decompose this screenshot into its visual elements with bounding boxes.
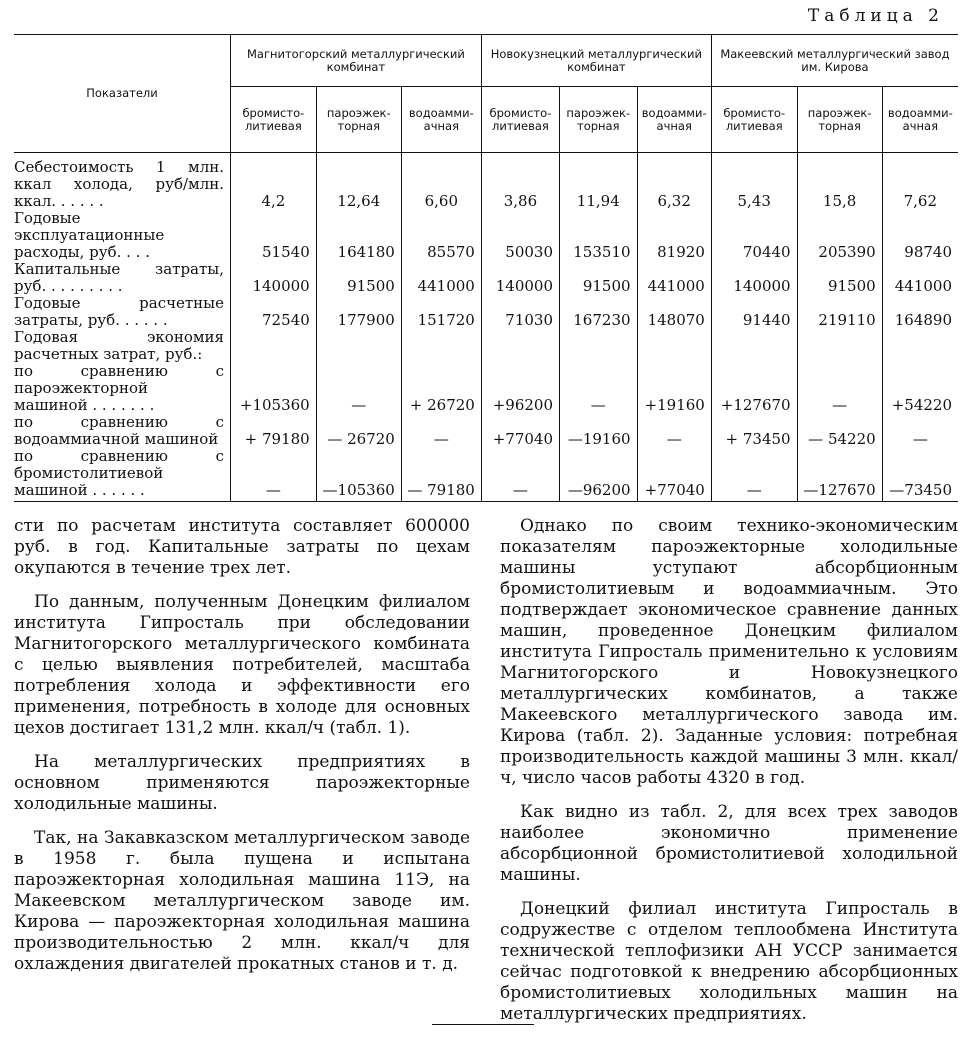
table-cell: 4,2 [231,153,317,211]
table-cell: 91500 [797,261,882,295]
table-row [14,363,958,414]
row-label: Годовые расчетные затраты, руб. . . . . . [14,294,224,329]
table-cell [882,329,958,363]
plant-header: Магнитогорский металлургический комбинат [231,35,482,87]
table-cell: 98740 [882,210,958,261]
table-cell [560,329,638,363]
machine-type-header: бромисто-литиевая [231,87,317,153]
table-cell: 5,43 [711,153,797,211]
table-cell: — 26720 [316,414,401,448]
table-row [14,261,958,295]
table-row [14,153,958,211]
table-cell [231,329,317,363]
table-cell: 50030 [481,210,559,261]
plant-header: Макеевский металлургический завод им. Кирова [711,35,958,87]
machine-type-header: бромисто-литиевая [711,87,797,153]
table-cell: — [637,414,711,448]
table-cell [637,329,711,363]
row-label: Годовые эксплуатационные расходы, руб. . . . [14,209,165,261]
row-label: Капитальные затраты, руб. . . . . . . . . [14,260,224,295]
paragraph: Донецкий филиал института Гипросталь в содружестве с отделом теплообмена Института технической теплофизики АН УССР занимается сейчас подготовкой к внедрению абсорбционных бромистолитиевых холодильных машин на металлургических предприятиях. [500,899,958,1024]
table-cell: 72540 [231,295,317,329]
table-cell: — 79180 [401,448,481,502]
table-cell: 12,64 [316,153,401,211]
table-cell: 7,62 [882,153,958,211]
table-cell: 3,86 [481,153,559,211]
table-cell: —73450 [882,448,958,502]
table-cell: 51540 [231,210,317,261]
table-cell: 151720 [401,295,481,329]
row-label: по сравнению с бромистолитиевой машиной . . . . . . [14,447,224,499]
table-cell: 205390 [797,210,882,261]
machine-type-header: бромисто-литиевая [481,87,559,153]
table-cell: 148070 [637,295,711,329]
table-cell: — [797,363,882,414]
table-cell: + 73450 [711,414,797,448]
table-cell: 71030 [481,295,559,329]
table-cell: —19160 [560,414,638,448]
machine-type-header: пароэжек-торная [560,87,638,153]
row-label: по сравнению с водоаммиачной машиной [14,413,224,448]
table-cell [711,329,797,363]
table-cell: +19160 [637,363,711,414]
table-cell: 153510 [560,210,638,261]
table-cell: 70440 [711,210,797,261]
right-text-column [500,516,958,1025]
table-cell: +77040 [637,448,711,502]
table-cell: +127670 [711,363,797,414]
table-cell: 91440 [711,295,797,329]
table-cell: +77040 [481,414,559,448]
paragraph: Как видно из табл. 2, для всех трех заводов наиболее экономично применение абсорбционной бромистолитиевой холодильной машины. [500,802,958,885]
table-cell: 140000 [481,261,559,295]
table-cell: +105360 [231,363,317,414]
table-cell: —96200 [560,448,638,502]
table-cell [401,329,481,363]
table-cell: 441000 [882,261,958,295]
table-cell: 15,8 [797,153,882,211]
table-cell: —105360 [316,448,401,502]
table-cell: 219110 [797,295,882,329]
table-cell: 91500 [316,261,401,295]
table-cell: 167230 [560,295,638,329]
left-text-column [14,516,470,975]
table-cell: — [231,448,317,502]
table-cell: +96200 [481,363,559,414]
paragraph: По данным, полученным Донецким филиалом института Гипросталь при обследовании Магнитогорского металлургического комбината с целью выявления потребителей, масштаба потребления холода и эффективности его применения, потребность в холоде для основных цехов достигает 131,2 млн. ккал/ч (табл. 1). [14,592,470,738]
table-row [14,210,958,261]
table-cell: 441000 [401,261,481,295]
table-row [14,448,958,502]
table-cell: 85570 [401,210,481,261]
table-cell: 164890 [882,295,958,329]
machine-type-header: пароэжек-торная [797,87,882,153]
table-cell: 81920 [637,210,711,261]
table-cell: 6,32 [637,153,711,211]
table-cell: + 26720 [401,363,481,414]
paragraph: Однако по своим технико-экономическим показателям пароэжекторные холодильные машины уступают абсорбционным бромистолитиевым и водоаммиачным. Это подтверждает экономическое сравнение данных машин, проведенное Донецким филиалом института Гипросталь применительно к условиям Магнитогорского и Новокузнецкого металлургических комбинатов, а также Макеевского металлургического завода им. Кирова (табл. 2). Заданные условия: потребная производительность каждой машины 3 млн. ккал/ч, число часов работы 4320 в год. [500,516,958,788]
table-cell [316,329,401,363]
row-label: по сравнению с пароэжекторной машиной . . . . . . . [14,362,224,414]
table-row [14,414,958,448]
paragraph: На металлургических предприятиях в основном применяются пароэжекторные холодильные машины. [14,752,470,814]
table-cell: 11,94 [560,153,638,211]
table-cell [481,329,559,363]
table-cell: 91500 [560,261,638,295]
table-cell: 6,60 [401,153,481,211]
table-row [14,329,958,363]
table-cell: — [316,363,401,414]
table-cell: — [481,448,559,502]
table-cell: 177900 [316,295,401,329]
paragraph: Так, на Закавказском металлургическом заводе в 1958 г. была пущена и испытана пароэжекторная холодильная машина 11Э, на Макеевском металлургическом заводе им. Кирова — пароэжекторная холодильная машина производительностью 2 млн. ккал/ч для охлаждения двигателей прокатных станов и т. д. [14,828,470,974]
table-cell: 140000 [231,261,317,295]
machine-type-header: водоамми-ачная [882,87,958,153]
table-cell: 441000 [637,261,711,295]
table-cell: —127670 [797,448,882,502]
table-caption: Таблица 2 [807,6,944,26]
comparison-table [14,34,958,502]
table-cell: 164180 [316,210,401,261]
table-cell: — [560,363,638,414]
machine-type-header: водоамми-ачная [401,87,481,153]
row-label: Себестоимость 1 млн. ккал холода, руб/млн. ккал. . . . . . [14,158,224,210]
table-cell: 140000 [711,261,797,295]
table-cell: +54220 [882,363,958,414]
table-cell: — [882,414,958,448]
machine-type-header: водоамми-ачная [637,87,711,153]
row-label: Годовая экономия расчетных затрат, руб.: [14,328,224,363]
table-cell: + 79180 [231,414,317,448]
table-cell: — 54220 [797,414,882,448]
end-rule [432,1024,534,1025]
table-cell: — [401,414,481,448]
paragraph: сти по расчетам института составляет 600000 руб. в год. Капитальные затраты по цехам окупаются в течение трех лет. [14,516,470,578]
table-cell [797,329,882,363]
plant-header: Новокузнецкий металлургический комбинат [481,35,711,87]
indicator-header: Показатели [14,35,231,153]
table-row [14,295,958,329]
table-cell: — [711,448,797,502]
machine-type-header: пароэжек-торная [316,87,401,153]
